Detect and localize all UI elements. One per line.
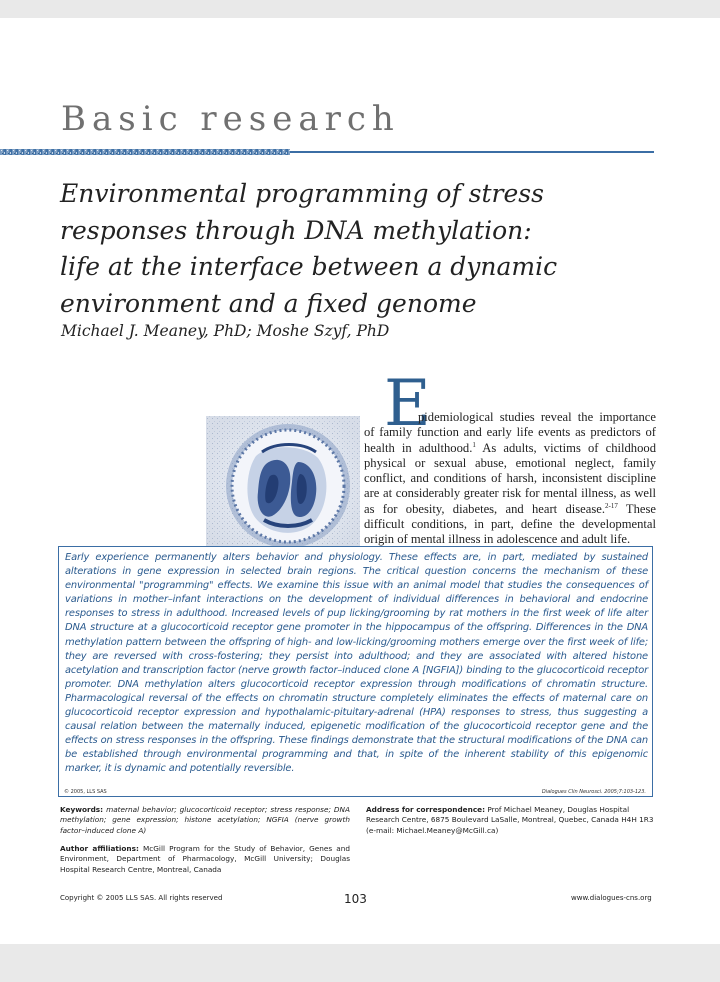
intro-reference-2: 2-17	[605, 501, 618, 510]
address-text: Prof Michael Meaney, Douglas Hospital Research Centre, 6875 Boulevard LaSalle, Montreal, Quebec, Canada H4H 1R3 (e-mail: Michael.Meaney@McGill.ca)	[366, 805, 654, 835]
article-title: Environmental programming of stress responses through DNA methylation: life at the interface between a dynamic environment and a fixed genome	[60, 179, 558, 318]
keywords-text: maternal behavior; glucocorticoid receptor; stress response; DNA methylation; gene expression; histone acetylation; NGFIA (nerve growth factor–induced clone A)	[60, 805, 350, 835]
affiliations-label: Author affiliations:	[60, 844, 139, 853]
author-affiliations	[60, 844, 350, 875]
intro-text-1: of family function and early life events as predictors of health in adulthood.	[364, 425, 656, 455]
intro-reference-1: 1	[472, 440, 476, 449]
intro-text-3: These difficult conditions, in part, define the developmental origin of mental illness in adolescence and adult life.	[364, 501, 656, 547]
viewer-bottom-bar	[0, 944, 720, 982]
brain-section-image	[206, 416, 360, 554]
abstract-copyright: © 2005, LLS SAS	[64, 789, 107, 795]
article-authors: Michael J. Meaney, PhD; Moshe Szyf, PhD	[61, 322, 390, 340]
footer-copyright: Copyright © 2005 LLS SAS. All rights reserved	[60, 894, 223, 902]
intro-first-line: pidemiological studies reveal the importance	[418, 410, 656, 424]
keywords	[60, 805, 350, 836]
section-divider	[0, 149, 654, 155]
correspondence-address	[366, 805, 658, 836]
keywords-label: Keywords:	[60, 805, 104, 814]
abstract-text: Early experience permanently alters behavior and physiology. These effects are, in part, mediated by sustained alterations in gene expression in selected brain regions. The critical question concerns the mechanism of these environmental "programming" effects. We examine this issue with an animal model that studies the consequences of variations in mother–infant interactions on the development of individual differences in behavioral and endocrine responses to stress in adulthood. Increased levels of pup licking/grooming by rat mothers in the first week of life alter DNA structure at a glucocorticoid receptor gene promoter in the hippocampus of the offspring. Differences in the DNA methylation pattern between the offspring of high- and low-licking/grooming mothers emerge over the first week of life; they are reversed with cross-fostering; they persist into adulthood; and they are associated with altered histone acetylation and transcription factor (nerve growth factor–induced clone A [NGFIA]) binding to the glucocorticoid receptor promoter. DNA methylation alters glucocorticoid receptor expression through modifications of chromatin structure. Pharmacological reversal of the effects on chromatin structure completely eliminates the effects of maternal care on glucocorticoid receptor expression and hypothalamic-pituitary-adrenal (HPA) responses to stress, thus suggesting a causal relation between the maternally induced, epigenetic modification of the glucocorticoid receptor gene and the effects on stress responses in the offspring. These findings demonstrate that the structural modifications of the DNA can be established through environmental programming and that, in spite of the inherent stability of this epigenomic marker, it is dynamic and potentially reversible.	[65, 552, 648, 775]
address-label: Address for correspondence:	[366, 805, 486, 814]
viewer-top-bar	[0, 0, 720, 18]
drop-cap: E	[384, 367, 431, 441]
intro-text-2: As adults, victims of childhood physical or sexual abuse, emotional neglect, family conflict, and conditions of harsh, inconsistent discipline are at considerably greater risk for mental illness, as well as for obesity, diabetes, and heart disease.	[364, 440, 656, 516]
intro-paragraph	[364, 410, 656, 548]
abstract-citation: Dialogues Clin Neurosci. 2005;7:103-123.	[541, 789, 646, 795]
abstract-box	[58, 546, 653, 797]
affiliations-text: McGill Program for the Study of Behavior, Genes and Environment, Department of Pharmacology, McGill University; Douglas Hospital Research Centre, Montreal, Canada	[60, 844, 351, 874]
footer-url[interactable]: www.dialogues-cns.org	[571, 894, 652, 902]
section-label: Basic research	[61, 99, 400, 139]
page-number: 103	[344, 892, 367, 906]
